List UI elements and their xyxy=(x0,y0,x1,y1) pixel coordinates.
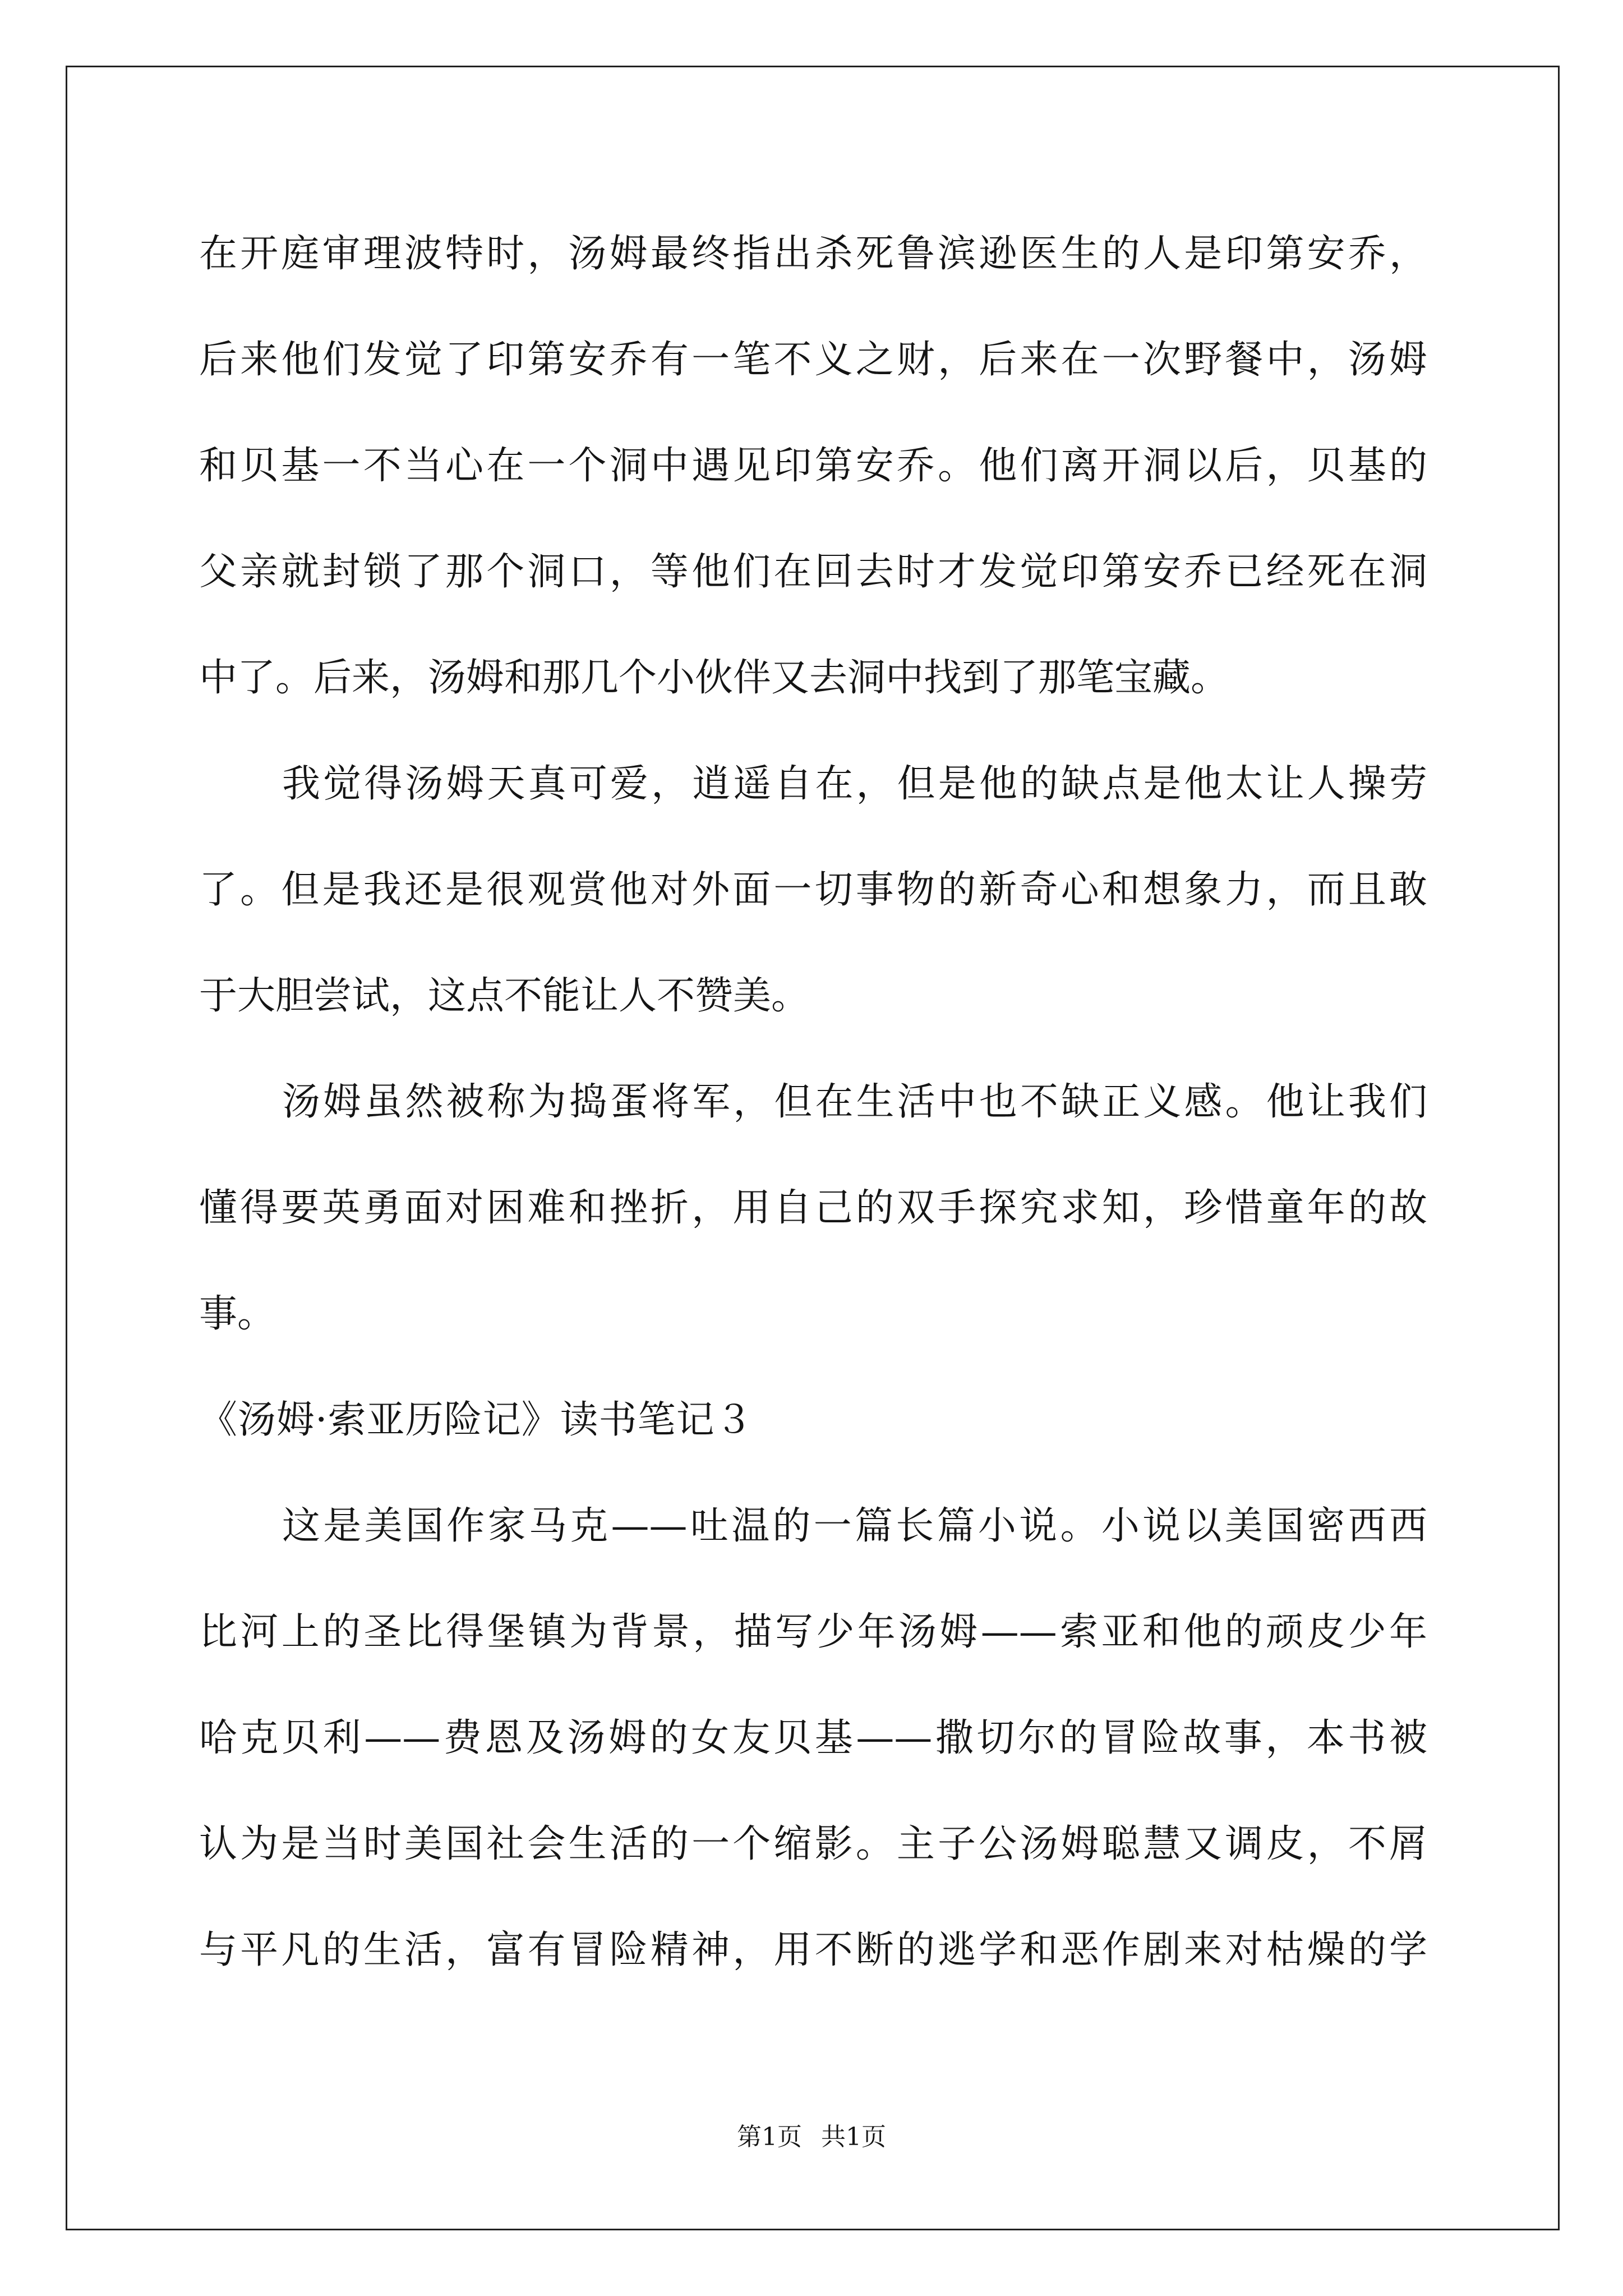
text-line: 比河上的圣比得堡镇为背景，描写少年汤姆——索亚和他的顽皮少年 xyxy=(199,1610,1427,1654)
text-line: 与平凡的生活，富有冒险精神，用不断的逃学和恶作剧来对枯燥的学 xyxy=(199,1928,1427,1972)
text-line: 事。 xyxy=(199,1292,276,1336)
text-line: 认为是当时美国社会生活的一个缩影。主子公汤姆聪慧又调皮，不屑 xyxy=(199,1822,1427,1866)
text-line: 哈克贝利——费恩及汤姆的女友贝基——撒切尔的冒险故事，本书被 xyxy=(199,1716,1427,1760)
page-number: 第1页 xyxy=(737,2123,802,2151)
text-line: 中了。后来，汤姆和那几个小伙伴又去洞中找到了那笔宝藏。 xyxy=(199,656,1229,700)
page-border xyxy=(66,66,1560,2230)
text-line: 于大胆尝试，这点不能让人不赞美。 xyxy=(199,974,810,1018)
text-line: 和贝基一不当心在一个洞中遇见印第安乔。他们离开洞以后，贝基的 xyxy=(199,444,1427,488)
page-footer xyxy=(0,2120,1623,2154)
text-line: 了。但是我还是很观赏他对外面一切事物的新奇心和想象力，而且敢 xyxy=(199,868,1427,912)
text-line: 在开庭审理波特时，汤姆最终指出杀死鲁滨逊医生的人是印第安乔， xyxy=(199,232,1427,276)
text-line: 父亲就封锁了那个洞口，等他们在回去时才发觉印第安乔已经死在洞 xyxy=(199,550,1427,594)
paragraph-first-line: 这是美国作家马克——吐温的一篇长篇小说。小说以美国密西西 xyxy=(282,1504,1427,1548)
page-total: 共1页 xyxy=(821,2123,886,2151)
section-heading: 《汤姆·索亚历险记》读书笔记３ xyxy=(199,1398,754,1442)
text-line: 后来他们发觉了印第安乔有一笔不义之财，后来在一次野餐中，汤姆 xyxy=(199,338,1427,382)
text-line: 懂得要英勇面对困难和挫折，用自己的双手探究求知，珍惜童年的故 xyxy=(199,1186,1427,1230)
paragraph-first-line: 汤姆虽然被称为捣蛋将军，但在生活中也不缺正义感。他让我们 xyxy=(282,1080,1427,1124)
paragraph-first-line: 我觉得汤姆天真可爱，逍遥自在，但是他的缺点是他太让人操劳 xyxy=(282,762,1427,806)
